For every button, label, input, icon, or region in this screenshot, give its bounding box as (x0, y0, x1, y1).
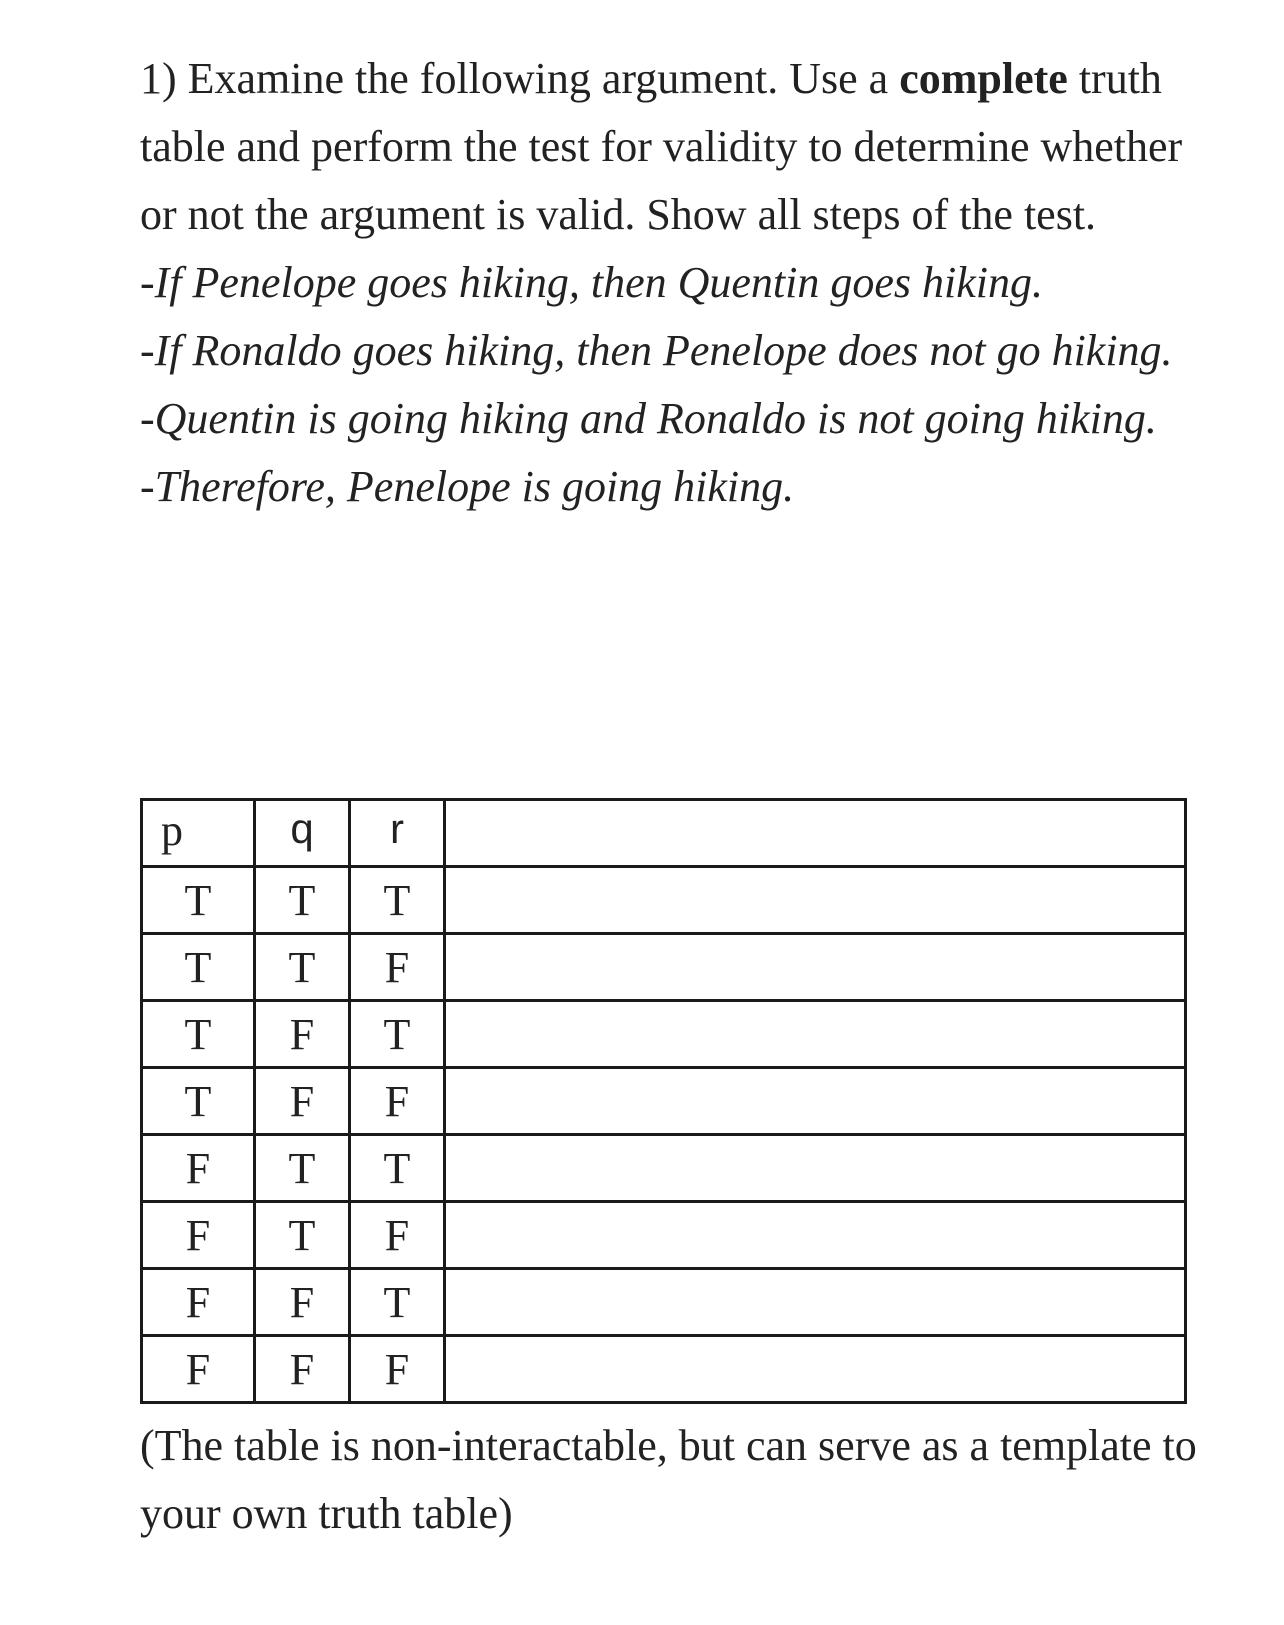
question-block (140, 45, 1220, 521)
cell-blank (445, 1202, 1186, 1269)
instructions-emphasis: complete (899, 54, 1068, 103)
cell-r: T (350, 1135, 445, 1202)
table-row (142, 934, 1186, 1001)
cell-p: F (142, 1269, 255, 1336)
table-row (142, 1135, 1186, 1202)
cell-blank (445, 1336, 1186, 1403)
cell-p: F (142, 1336, 255, 1403)
cell-blank (445, 934, 1186, 1001)
cell-blank (445, 1269, 1186, 1336)
table-row (142, 1336, 1186, 1403)
instructions-part-1: 1) Examine the following argument. Use a (140, 54, 900, 103)
header-q: q (255, 800, 350, 867)
cell-r: F (350, 1336, 445, 1403)
table-row (142, 1269, 1186, 1336)
table-row (142, 1001, 1186, 1068)
table-row (142, 1068, 1186, 1135)
table-header-row (142, 800, 1186, 867)
cell-r: F (350, 934, 445, 1001)
premise-1: -If Penelope goes hiking, then Quentin goes hiking. (140, 258, 1043, 307)
cell-blank (445, 1001, 1186, 1068)
premise-2: -If Ronaldo goes hiking, then Penelope does not go hiking. (140, 326, 1173, 375)
cell-p: T (142, 934, 255, 1001)
cell-q: F (255, 1269, 350, 1336)
header-p: p (142, 800, 255, 867)
cell-r: F (350, 1068, 445, 1135)
cell-blank (445, 867, 1186, 934)
cell-blank (445, 1135, 1186, 1202)
question-instructions (140, 45, 1220, 249)
cell-p: T (142, 867, 255, 934)
cell-q: F (255, 1001, 350, 1068)
cell-p: F (142, 1202, 255, 1269)
cell-q: T (255, 867, 350, 934)
cell-r: T (350, 1001, 445, 1068)
table-row (142, 1202, 1186, 1269)
truth-table-wrapper (140, 798, 1187, 1404)
cell-p: T (142, 1068, 255, 1135)
table-row (142, 867, 1186, 934)
truth-table (140, 798, 1187, 1404)
cell-q: T (255, 1135, 350, 1202)
conclusion: -Therefore, Penelope is going hiking. (140, 462, 795, 511)
table-note: (The table is non-interactable, but can serve as a template to your own truth table) (140, 1421, 1197, 1538)
header-r: r (350, 800, 445, 867)
cell-p: T (142, 1001, 255, 1068)
cell-r: T (350, 867, 445, 934)
cell-blank (445, 1068, 1186, 1135)
cell-q: T (255, 934, 350, 1001)
cell-q: F (255, 1068, 350, 1135)
cell-p: F (142, 1135, 255, 1202)
cell-r: T (350, 1269, 445, 1336)
cell-r: F (350, 1202, 445, 1269)
cell-q: F (255, 1336, 350, 1403)
header-blank (445, 800, 1186, 867)
premise-3: -Quentin is going hiking and Ronaldo is not going hiking. (140, 394, 1157, 443)
cell-q: T (255, 1202, 350, 1269)
instructions-part-2: truth table and perform the test for validity to determine whether or not the argument is valid. Show all steps of the test. (140, 54, 1183, 239)
